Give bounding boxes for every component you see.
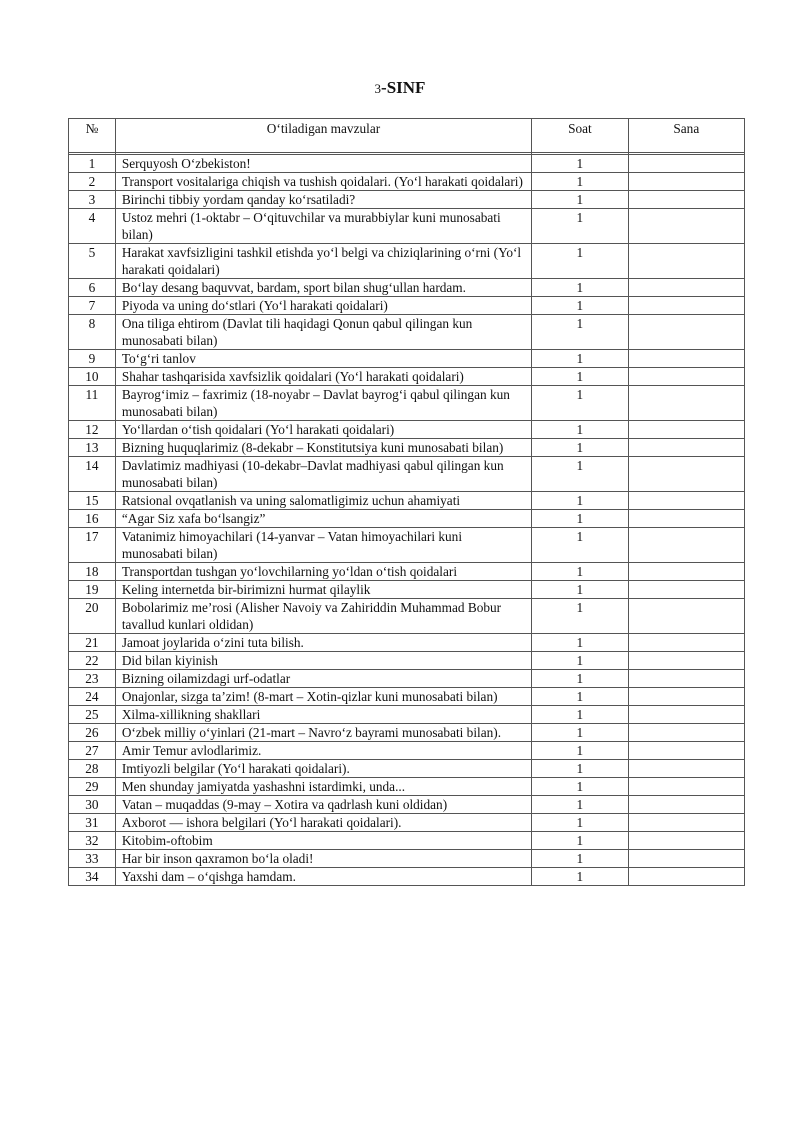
table-row bbox=[69, 832, 745, 850]
row-topic: Harakat xavfsizligini tashkil etishda yo‘l belgi va chiziqlarining o‘rni (Yo‘l harakati qoidalari) bbox=[115, 244, 531, 279]
header-number: № bbox=[69, 119, 116, 153]
table-row bbox=[69, 510, 745, 528]
row-topic: Birinchi tibbiy yordam qanday ko‘rsatiladi? bbox=[115, 191, 531, 209]
table-row bbox=[69, 706, 745, 724]
row-hours: 1 bbox=[532, 796, 628, 814]
grade-word: -SINF bbox=[381, 78, 426, 97]
table-row bbox=[69, 457, 745, 492]
table-row bbox=[69, 421, 745, 439]
row-number: 17 bbox=[69, 528, 116, 563]
row-number: 22 bbox=[69, 652, 116, 670]
row-date bbox=[628, 457, 744, 492]
row-date bbox=[628, 778, 744, 796]
row-topic: “Agar Siz xafa bo‘lsangiz” bbox=[115, 510, 531, 528]
row-hours: 1 bbox=[532, 421, 628, 439]
row-date bbox=[628, 706, 744, 724]
row-number: 27 bbox=[69, 742, 116, 760]
row-date bbox=[628, 724, 744, 742]
row-date bbox=[628, 173, 744, 191]
row-topic: Men shunday jamiyatda yashashni istardimki, unda... bbox=[115, 778, 531, 796]
row-date bbox=[628, 652, 744, 670]
row-date bbox=[628, 386, 744, 421]
row-hours: 1 bbox=[532, 492, 628, 510]
row-hours: 1 bbox=[532, 599, 628, 634]
row-hours: 1 bbox=[532, 778, 628, 796]
header-date: Sana bbox=[628, 119, 744, 153]
row-hours: 1 bbox=[532, 581, 628, 599]
table-row bbox=[69, 492, 745, 510]
table-row bbox=[69, 173, 745, 191]
row-date bbox=[628, 297, 744, 315]
row-hours: 1 bbox=[532, 173, 628, 191]
row-date bbox=[628, 670, 744, 688]
row-date bbox=[628, 528, 744, 563]
table-row bbox=[69, 350, 745, 368]
row-topic: O‘zbek milliy o‘yinlari (21-mart – Navro‘z bayrami munosabati bilan). bbox=[115, 724, 531, 742]
row-date bbox=[628, 599, 744, 634]
row-date bbox=[628, 421, 744, 439]
row-hours: 1 bbox=[532, 688, 628, 706]
row-number: 2 bbox=[69, 173, 116, 191]
row-date bbox=[628, 279, 744, 297]
row-number: 16 bbox=[69, 510, 116, 528]
row-hours: 1 bbox=[532, 563, 628, 581]
row-date bbox=[628, 850, 744, 868]
row-hours: 1 bbox=[532, 155, 628, 173]
table-row bbox=[69, 599, 745, 634]
row-topic: Shahar tashqarisida xavfsizlik qoidalari (Yo‘l harakati qoidalari) bbox=[115, 368, 531, 386]
row-number: 8 bbox=[69, 315, 116, 350]
table-row bbox=[69, 634, 745, 652]
row-number: 24 bbox=[69, 688, 116, 706]
row-number: 10 bbox=[69, 368, 116, 386]
row-number: 7 bbox=[69, 297, 116, 315]
row-date bbox=[628, 209, 744, 244]
row-date bbox=[628, 439, 744, 457]
row-number: 1 bbox=[69, 155, 116, 173]
table-row bbox=[69, 315, 745, 350]
row-date bbox=[628, 581, 744, 599]
row-topic: Davlatimiz madhiyasi (10-dekabr–Davlat madhiyasi qabul qilingan kun munosabati bilan) bbox=[115, 457, 531, 492]
table-row bbox=[69, 155, 745, 173]
row-hours: 1 bbox=[532, 350, 628, 368]
row-topic: Yo‘llardan o‘tish qoidalari (Yo‘l harakati qoidalari) bbox=[115, 421, 531, 439]
row-number: 6 bbox=[69, 279, 116, 297]
table-body bbox=[69, 153, 745, 886]
table-row bbox=[69, 652, 745, 670]
table-row bbox=[69, 279, 745, 297]
lesson-plan-table bbox=[68, 118, 745, 886]
row-hours: 1 bbox=[532, 652, 628, 670]
row-hours: 1 bbox=[532, 457, 628, 492]
row-hours: 1 bbox=[532, 386, 628, 421]
row-topic: Transport vositalariga chiqish va tushish qoidalari. (Yo‘l harakati qoidalari) bbox=[115, 173, 531, 191]
row-topic: Vatan – muqaddas (9-may – Xotira va qadrlash kuni oldidan) bbox=[115, 796, 531, 814]
row-hours: 1 bbox=[532, 209, 628, 244]
row-hours: 1 bbox=[532, 814, 628, 832]
row-topic: Amir Temur avlodlarimiz. bbox=[115, 742, 531, 760]
row-date bbox=[628, 368, 744, 386]
table-row bbox=[69, 209, 745, 244]
table-row bbox=[69, 814, 745, 832]
row-hours: 1 bbox=[532, 191, 628, 209]
row-hours: 1 bbox=[532, 832, 628, 850]
row-hours: 1 bbox=[532, 368, 628, 386]
row-date bbox=[628, 510, 744, 528]
row-hours: 1 bbox=[532, 868, 628, 886]
row-number: 28 bbox=[69, 760, 116, 778]
table-row bbox=[69, 688, 745, 706]
row-number: 25 bbox=[69, 706, 116, 724]
row-date bbox=[628, 315, 744, 350]
row-number: 19 bbox=[69, 581, 116, 599]
table-row bbox=[69, 439, 745, 457]
table-row bbox=[69, 724, 745, 742]
table-row bbox=[69, 796, 745, 814]
header-topic: O‘tiladigan mavzular bbox=[115, 119, 531, 153]
row-number: 29 bbox=[69, 778, 116, 796]
row-topic: Bayrog‘imiz – faxrimiz (18-noyabr – Davlat bayrog‘i qabul qilingan kun munosabati bilan) bbox=[115, 386, 531, 421]
row-number: 31 bbox=[69, 814, 116, 832]
table-row bbox=[69, 563, 745, 581]
row-number: 11 bbox=[69, 386, 116, 421]
row-hours: 1 bbox=[532, 297, 628, 315]
row-number: 12 bbox=[69, 421, 116, 439]
table-row bbox=[69, 386, 745, 421]
row-hours: 1 bbox=[532, 244, 628, 279]
row-topic: Kitobim-oftobim bbox=[115, 832, 531, 850]
row-number: 3 bbox=[69, 191, 116, 209]
row-date bbox=[628, 634, 744, 652]
row-date bbox=[628, 244, 744, 279]
row-hours: 1 bbox=[532, 760, 628, 778]
row-topic: Bizning huquqlarimiz (8-dekabr – Konstitutsiya kuni munosabati bilan) bbox=[115, 439, 531, 457]
row-topic: To‘g‘ri tanlov bbox=[115, 350, 531, 368]
row-hours: 1 bbox=[532, 850, 628, 868]
table-row bbox=[69, 778, 745, 796]
row-number: 33 bbox=[69, 850, 116, 868]
table-row bbox=[69, 581, 745, 599]
row-topic: Jamoat joylarida o‘zini tuta bilish. bbox=[115, 634, 531, 652]
row-hours: 1 bbox=[532, 510, 628, 528]
table-row bbox=[69, 760, 745, 778]
row-date bbox=[628, 814, 744, 832]
row-topic: Piyoda va uning do‘stlari (Yo‘l harakati qoidalari) bbox=[115, 297, 531, 315]
row-number: 23 bbox=[69, 670, 116, 688]
row-hours: 1 bbox=[532, 279, 628, 297]
row-number: 18 bbox=[69, 563, 116, 581]
row-number: 32 bbox=[69, 832, 116, 850]
row-date bbox=[628, 868, 744, 886]
row-topic: Axborot — ishora belgilari (Yo‘l harakati qoidalari). bbox=[115, 814, 531, 832]
row-number: 5 bbox=[69, 244, 116, 279]
row-number: 13 bbox=[69, 439, 116, 457]
row-number: 15 bbox=[69, 492, 116, 510]
row-topic: Har bir inson qaxramon bo‘la oladi! bbox=[115, 850, 531, 868]
row-hours: 1 bbox=[532, 742, 628, 760]
row-date bbox=[628, 492, 744, 510]
row-hours: 1 bbox=[532, 315, 628, 350]
row-number: 26 bbox=[69, 724, 116, 742]
row-topic: Serquyosh O‘zbekiston! bbox=[115, 155, 531, 173]
row-number: 30 bbox=[69, 796, 116, 814]
row-date bbox=[628, 563, 744, 581]
row-number: 14 bbox=[69, 457, 116, 492]
header-hours: Soat bbox=[532, 119, 628, 153]
row-number: 9 bbox=[69, 350, 116, 368]
table-row bbox=[69, 244, 745, 279]
row-date bbox=[628, 155, 744, 173]
row-topic: Transportdan tushgan yo‘lovchilarning yo‘ldan o‘tish qoidalari bbox=[115, 563, 531, 581]
row-hours: 1 bbox=[532, 724, 628, 742]
row-date bbox=[628, 760, 744, 778]
row-date bbox=[628, 688, 744, 706]
row-date bbox=[628, 350, 744, 368]
table-row bbox=[69, 850, 745, 868]
row-topic: Ustoz mehri (1-oktabr – O‘qituvchilar va murabbiylar kuni munosabati bilan) bbox=[115, 209, 531, 244]
row-hours: 1 bbox=[532, 706, 628, 724]
row-number: 21 bbox=[69, 634, 116, 652]
row-topic: Keling internetda bir-birimizni hurmat qilaylik bbox=[115, 581, 531, 599]
row-topic: Ona tiliga ehtirom (Davlat tili haqidagi Qonun qabul qilingan kun munosabati bilan) bbox=[115, 315, 531, 350]
row-number: 20 bbox=[69, 599, 116, 634]
row-hours: 1 bbox=[532, 439, 628, 457]
table-row bbox=[69, 670, 745, 688]
table-row bbox=[69, 742, 745, 760]
table-row bbox=[69, 191, 745, 209]
row-topic: Bobolarimiz me’rosi (Alisher Navoiy va Zahiriddin Muhammad Bobur tavallud kunlari oldidan) bbox=[115, 599, 531, 634]
row-hours: 1 bbox=[532, 670, 628, 688]
table-header-row bbox=[69, 119, 745, 153]
table-row bbox=[69, 528, 745, 563]
row-number: 34 bbox=[69, 868, 116, 886]
table-row bbox=[69, 368, 745, 386]
row-hours: 1 bbox=[532, 528, 628, 563]
row-topic: Bizning oilamizdagi urf-odatlar bbox=[115, 670, 531, 688]
row-topic: Did bilan kiyinish bbox=[115, 652, 531, 670]
row-topic: Onajonlar, sizga ta’zim! (8-mart – Xotin-qizlar kuni munosabati bilan) bbox=[115, 688, 531, 706]
table-row bbox=[69, 868, 745, 886]
row-hours: 1 bbox=[532, 634, 628, 652]
table-row bbox=[69, 297, 745, 315]
row-date bbox=[628, 796, 744, 814]
row-number: 4 bbox=[69, 209, 116, 244]
row-date bbox=[628, 832, 744, 850]
row-date bbox=[628, 742, 744, 760]
row-topic: Xilma-xillikning shakllari bbox=[115, 706, 531, 724]
grade-number: 3 bbox=[374, 81, 382, 96]
row-topic: Yaxshi dam – o‘qishga hamdam. bbox=[115, 868, 531, 886]
row-date bbox=[628, 191, 744, 209]
row-topic: Ratsional ovqatlanish va uning salomatligimiz uchun ahamiyati bbox=[115, 492, 531, 510]
row-topic: Bo‘lay desang baquvvat, bardam, sport bilan shug‘ullan hardam. bbox=[115, 279, 531, 297]
row-topic: Imtiyozli belgilar (Yo‘l harakati qoidalari). bbox=[115, 760, 531, 778]
row-topic: Vatanimiz himoyachilari (14-yanvar – Vatan himoyachilari kuni munosabati bilan) bbox=[115, 528, 531, 563]
page-title bbox=[0, 78, 800, 98]
